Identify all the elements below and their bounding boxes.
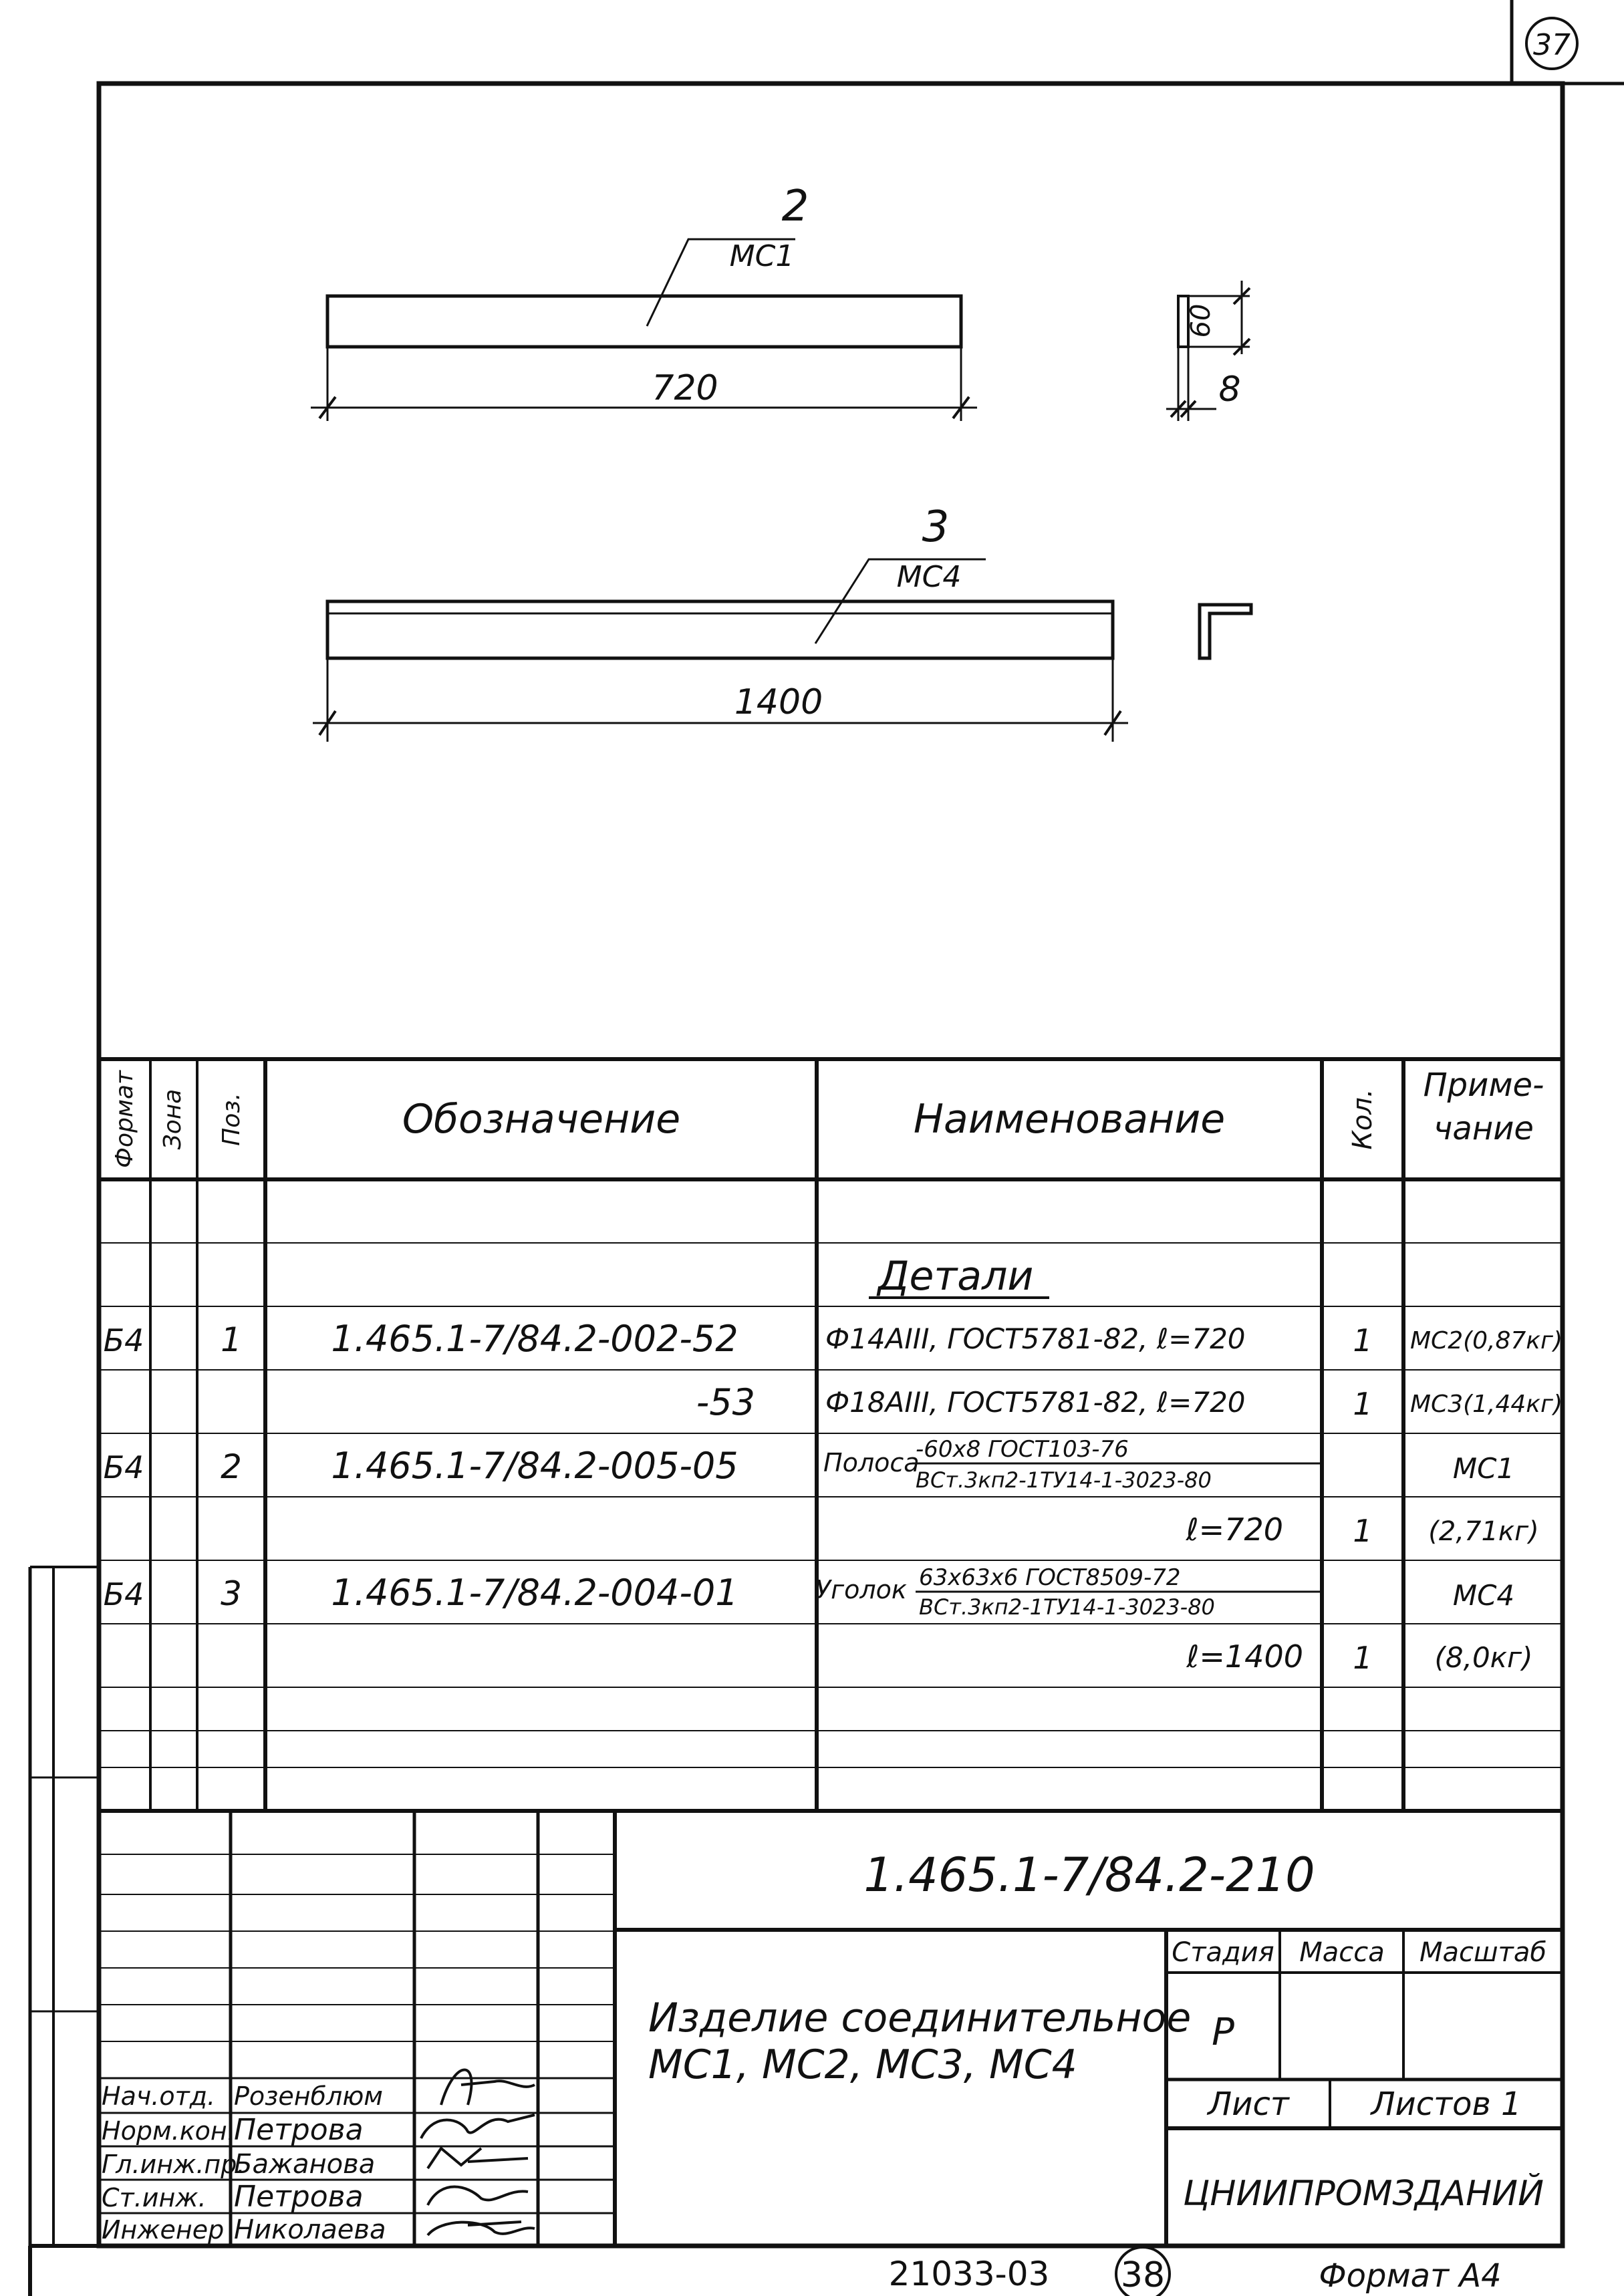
handwritten-signatures	[421, 2070, 535, 2236]
row-name-bottom: ВСт.3кп2-1ТУ14-1-3023-80	[919, 1594, 1215, 1620]
row-note: МС1	[1452, 1452, 1515, 1485]
role-label: Нач.отд.	[102, 2082, 216, 2111]
role-label: Норм.кон.	[102, 2116, 235, 2146]
spec-table-grid	[99, 1059, 1563, 1811]
row-quantity: 1	[1353, 1513, 1373, 1549]
stage-value: Р	[1212, 2011, 1234, 2054]
row-name: Ф14AIII, ГОСТ5781-82, ℓ=720	[825, 1322, 1246, 1355]
signatures	[102, 2070, 535, 2246]
document-code: 1.465.1-7/84.2-210	[863, 1848, 1315, 1902]
row-name: ℓ=1400	[1186, 1638, 1303, 1675]
row-note: (8,0кг)	[1434, 1641, 1533, 1674]
document-title-line1: Изделие соединительное	[648, 1995, 1192, 2041]
header-note-line2: чание	[1434, 1110, 1534, 1147]
sheets-label: Листов 1	[1371, 2086, 1522, 2123]
row-format: Б4	[103, 1576, 144, 1612]
part-2-length: 720	[652, 368, 718, 408]
document-title-line2: МС1, МС2, МС3, МС4	[648, 2041, 1077, 2088]
scale-label: Масштаб	[1419, 1937, 1547, 1968]
row-note: (2,71кг)	[1428, 1516, 1539, 1547]
row-designation: 1.465.1-7/84.2-002-52	[331, 1318, 738, 1360]
row-format: Б4	[103, 1322, 144, 1358]
row-note: МС2(0,87кг)	[1410, 1327, 1563, 1354]
row-note: МС3(1,44кг)	[1410, 1391, 1563, 1418]
row-name-bottom: ВСт.3кп2-1ТУ14-1-3023-80	[916, 1467, 1212, 1493]
role-label: Инженер	[102, 2215, 225, 2245]
table-row	[1186, 1512, 1539, 1549]
header-zone: Зона	[159, 1089, 186, 1150]
row-quantity: 1	[1353, 1322, 1373, 1358]
sheet-number: 37	[1533, 28, 1571, 62]
part-2-mark: МС1	[729, 239, 795, 273]
part-2-thickness: 8	[1218, 370, 1241, 410]
header-format: Формат	[111, 1070, 138, 1169]
organization-name: ЦНИИПРОМЗДАНИЙ	[1183, 2174, 1544, 2214]
row-quantity: 1	[1353, 1640, 1373, 1676]
person-name: Розенблюм	[234, 2082, 383, 2111]
sheet-number-badge	[1526, 18, 1577, 69]
row-position: 2	[221, 1447, 242, 1486]
role-label: Ст.инж.	[102, 2183, 207, 2212]
row-format: Б4	[103, 1449, 144, 1485]
stage-label: Стадия	[1172, 1937, 1274, 1968]
header-position: Поз.	[218, 1093, 245, 1146]
page-number: 38	[1120, 2255, 1166, 2295]
row-name-top: -60x8 ГОСТ103-76	[916, 1436, 1129, 1463]
section-title: Детали	[877, 1253, 1034, 1300]
row-designation: 1.465.1-7/84.2-005-05	[331, 1445, 738, 1487]
row-name: ℓ=720	[1186, 1512, 1283, 1548]
row-name-prefix: Полоса	[823, 1448, 920, 1477]
sheet-frame	[30, 0, 1624, 2296]
row-name: Ф18AIII, ГОСТ5781-82, ℓ=720	[825, 1386, 1246, 1419]
row-designation: -53	[696, 1381, 755, 1423]
row-designation: 1.465.1-7/84.2-004-01	[331, 1572, 738, 1614]
sheet-label: Лист	[1208, 2086, 1289, 2123]
table-row	[1186, 1638, 1532, 1676]
row-name-prefix: Уголок	[815, 1575, 907, 1604]
part-3-length: 1400	[734, 682, 823, 722]
row-position: 3	[221, 1574, 242, 1613]
person-name: Петрова	[234, 2113, 364, 2147]
archive-number: 21033-03	[888, 2255, 1050, 2293]
row-quantity: 1	[1353, 1386, 1373, 1422]
mass-label: Масса	[1299, 1937, 1385, 1968]
part-3-position: 3	[922, 503, 950, 552]
table-row	[104, 1564, 1515, 1620]
table-row	[104, 1318, 1563, 1360]
header-designation: Обозначение	[402, 1096, 681, 1143]
row-note: МС4	[1452, 1579, 1515, 1612]
part-2-height: 60	[1186, 303, 1216, 338]
header-note-line1: Приме-	[1423, 1066, 1544, 1104]
role-label: Гл.инж.пр.	[102, 2150, 245, 2179]
header-name: Наименование	[913, 1096, 1226, 1143]
person-name: Петрова	[234, 2180, 364, 2214]
page-number-badge	[1116, 2247, 1170, 2296]
part-3-mark: МС4	[896, 560, 962, 594]
part-2-position: 2	[781, 182, 809, 231]
table-row	[696, 1381, 1563, 1423]
table-row	[104, 1436, 1515, 1493]
row-name-top: 63x63x6 ГОСТ8509-72	[919, 1564, 1181, 1591]
row-position: 1	[221, 1320, 242, 1359]
person-name: Николаева	[234, 2214, 386, 2245]
person-name: Бажанова	[234, 2149, 376, 2180]
format-label: Формат А4	[1319, 2257, 1502, 2295]
header-quantity: Кол.	[1347, 1089, 1378, 1150]
